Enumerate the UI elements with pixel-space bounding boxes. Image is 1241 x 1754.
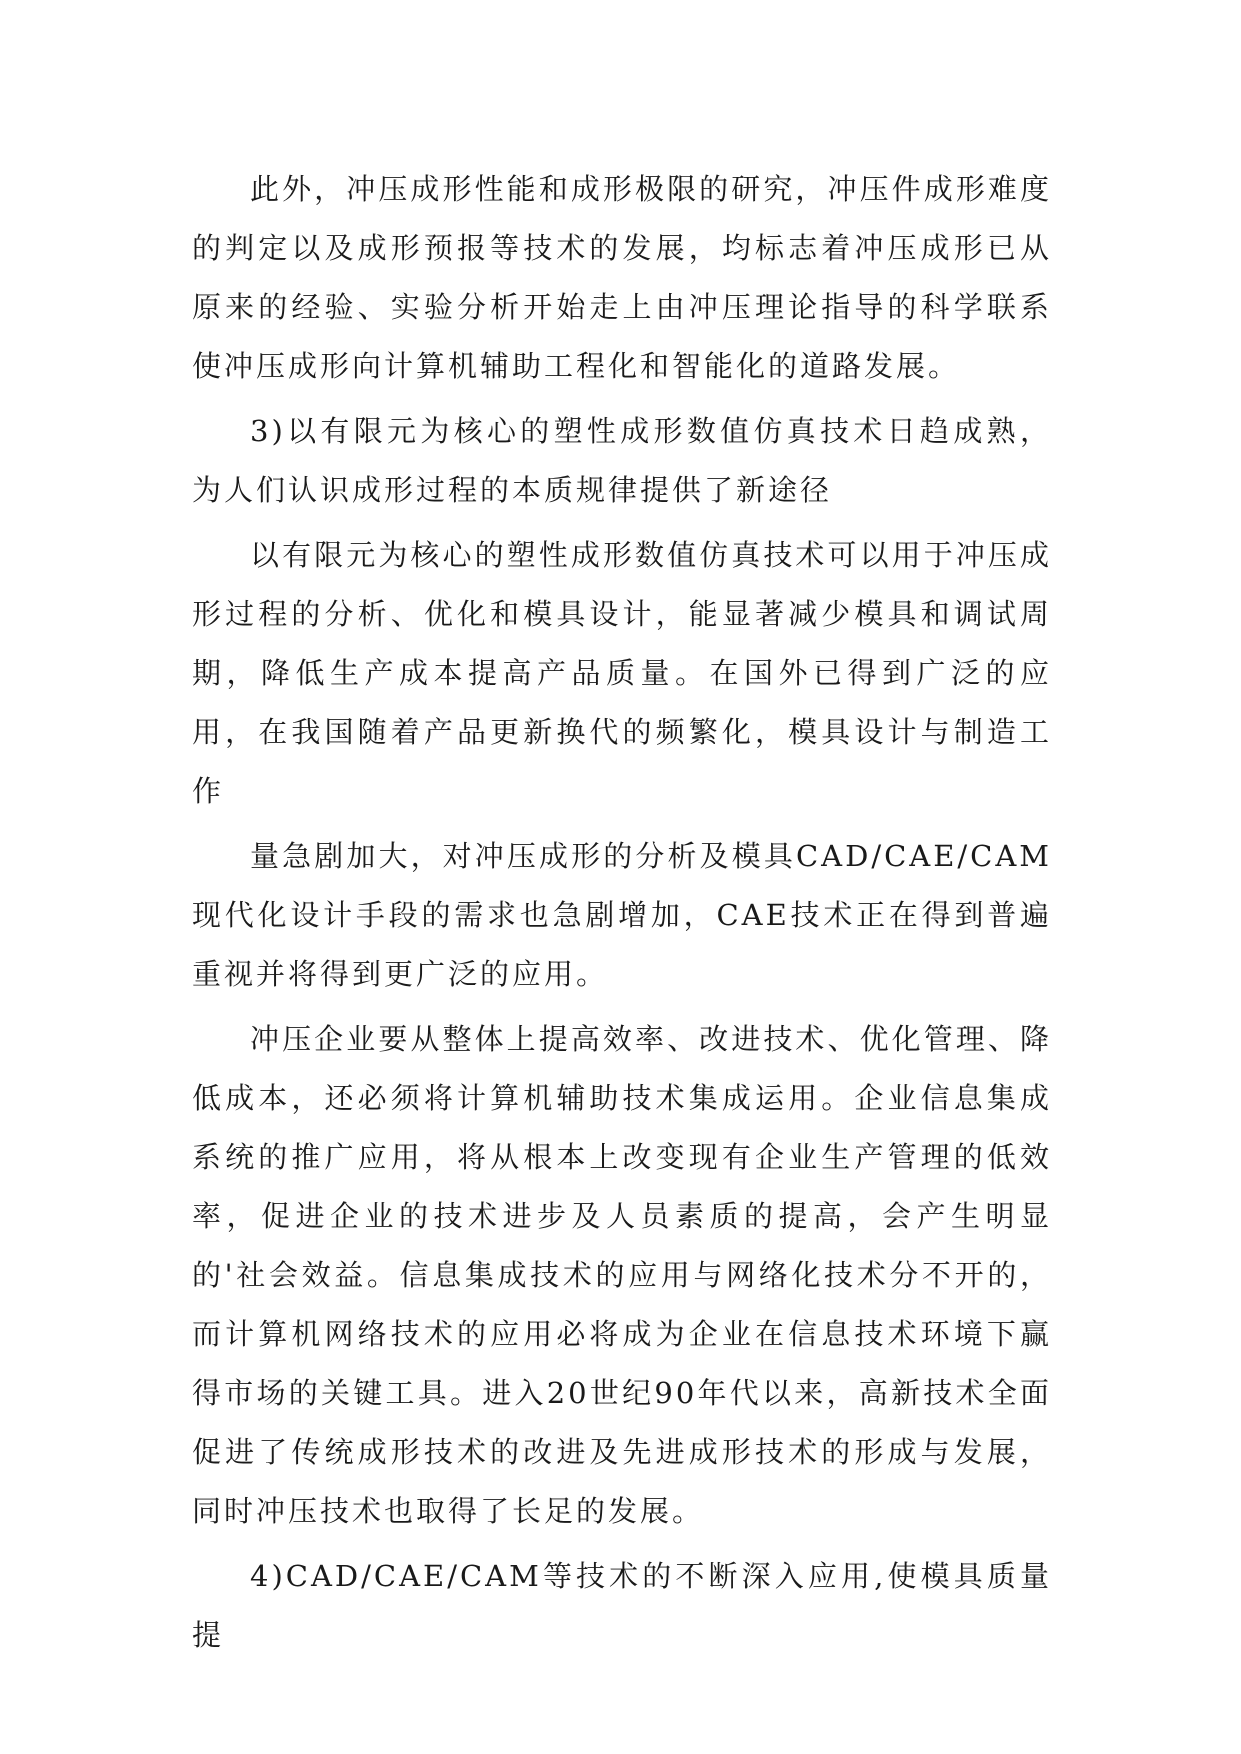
paragraph-heading-3: 3)以有限元为核心的塑性成形数值仿真技术日趋成熟，为人们认识成形过程的本质规律提供了新途径 (192, 414, 1052, 507)
paragraph-heading-4: 4)CAD/CAE/CAM等技术的不断深入应用,使模具质量提 (192, 1559, 1052, 1652)
paragraph-fem-simulation: 以有限元为核心的塑性成形数值仿真技术可以用于冲压成形过程的分析、优化和模具设计，能显著减少模具和调试周期，降低生产成本提高产品质量。在国外已得到广泛的应用，在我国随着产品更新换代的频繁化，模具设计与制造工作 (192, 538, 1052, 808)
paragraph-enterprise-integration: 冲压企业要从整体上提高效率、改进技术、优化管理、降低成本，还必须将计算机辅助技术集成运用。企业信息集成系统的推广应用，将从根本上改变现有企业生产管理的低效率，促进企业的技术进步及人员素质的提高，会产生明显的'社会效益。信息集成技术的应用与网络化技术分不开的，而计算机网络技术的应用必将成为企业在信息技术环境下赢得市场的关键工具。进入20世纪90年代以来，高新技术全面促进了传统成形技术的改进及先进成形技术的形成与发展，同时冲压技术也取得了长足的发展。 (192, 1022, 1052, 1528)
paragraph-cad-cae-cam-demand: 量急剧加大，对冲压成形的分析及模具CAD/CAE/CAM现代化设计手段的需求也急剧增加，CAE技术正在得到普遍重视并将得到更广泛的应用。 (192, 839, 1052, 991)
paragraph-stamping-research: 此外，冲压成形性能和成形极限的研究，冲压件成形难度的判定以及成形预报等技术的发展，均标志着冲压成形已从原来的经验、实验分析开始走上由冲压理论指导的科学联系使冲压成形向计算机辅助工程化和智能化的道路发展。 (192, 172, 1052, 383)
document-body (192, 160, 1052, 1665)
